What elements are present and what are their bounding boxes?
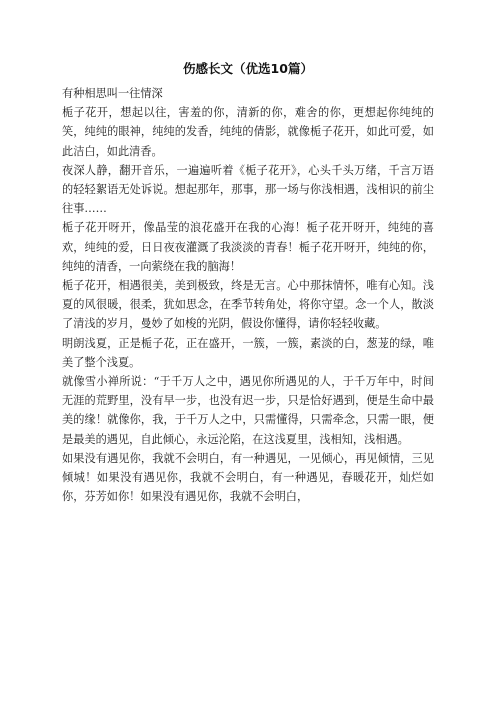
section-heading: 有种相思叫一往情深 [62, 87, 163, 100]
body-paragraph: 夜深人静，翻开音乐，一遍遍听着《栀子花开》，心头千头万绪，千言万语的轻轻絮语无处诉说。想起那年，那事，那一场与你浅相遇，浅相识的前尘往事…… [62, 163, 434, 216]
body-paragraph: 栀子花开，相遇很美，美到极致，终是无言。心中那抹情怀，唯有心知。浅夏的风很暖，很柔，犹如思念，在季节转角处，将你守望。念一个人，散淡了清浅的岁月，曼妙了如梭的光阴，假设你懂得，请你轻轻收藏。 [62, 279, 434, 331]
body-paragraph: 栀子花开，想起以往，害羞的你，清新的你，难舍的你，更想起你纯纯的笑，纯纯的眼神，纯纯的发香，纯纯的倩影，就像栀子花开，如此可爱，如此洁白，如此清香。 [62, 106, 434, 158]
document-title: 伤感长文（优选10篇） [183, 61, 313, 76]
body-paragraph: 如果没有遇见你，我就不会明白，有一种遇见，一见倾心，再见倾情，三见倾城！如果没有遇见你，我就不会明白，有一种遇见，春暖花开，灿烂如你，芬芳如你！如果没有遇见你，我就不会明白， [62, 451, 434, 504]
body-paragraph: 明朗浅夏，正是栀子花，正在盛开，一簇，一簇，素淡的白，葱茏的绿，唯美了整个浅夏。 [62, 336, 434, 369]
document-body [62, 84, 434, 506]
body-paragraph: 就像雪小禅所说：“于千万人之中，遇见你所遇见的人，于千万年中，时间无涯的荒野里，没有早一步，也没有迟一步，只是恰好遇到，便是生命中最美的缘！就像你，我，于千万人之中，只需懂得，只需牵念，只需一眼，便是最美的遇见，自此倾心，永远沦陷，在这浅夏里，浅相知，浅相遇。 [62, 375, 434, 446]
body-paragraph: 栀子花开呀开，像晶莹的浪花盛开在我的心海！栀子花开呀开，纯纯的喜欢，纯纯的爱，日日夜夜灌溉了我淡淡的青春！栀子花开呀开，纯纯的你，纯纯的清香，一向萦绕在我的脑海！ [62, 221, 434, 273]
